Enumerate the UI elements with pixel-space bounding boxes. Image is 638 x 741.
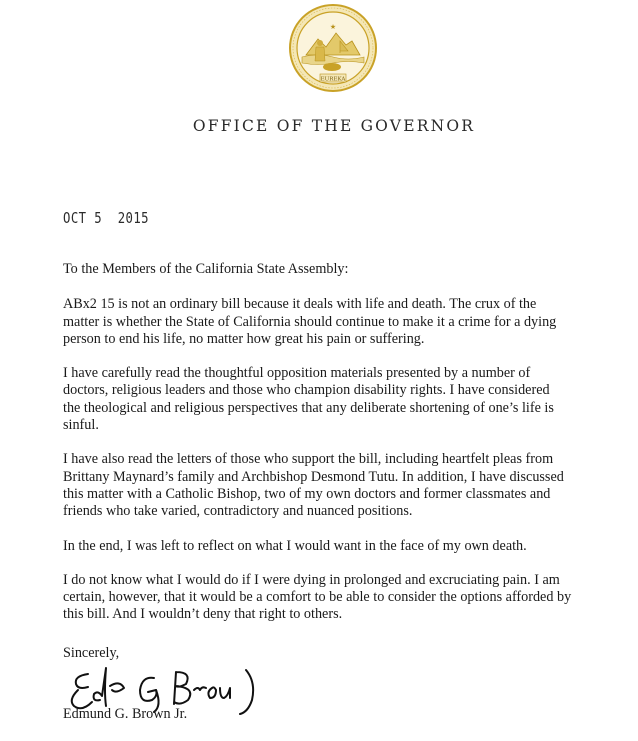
state-seal-icon xyxy=(288,3,378,93)
paragraph-5: I do not know what I would do if I were dying in prolonged and excruciating pain. I am certain, however, that it would be a comfort to be able to consider the options afforded by this bill. And I wouldn’t deny that right to others. xyxy=(63,571,572,623)
date-stamp: OCT 5 2015 xyxy=(63,209,149,227)
paragraph-1: ABx2 15 is not an ordinary bill because it deals with life and death. The crux of the matter is whether the State of California should continue to make it a crime for a dying person to end his life, no matter how great his pain or suffering. xyxy=(63,296,557,347)
salutation: To the Members of the California State Assembly: xyxy=(63,261,349,277)
paragraph-3: I have also read the letters of those who support the bill, including heartfelt pleas from Brittany Maynard’s family and Archbishop Desmond Tutu. In addition, I have discussed this matter with a Catholic Bishop, two of my own doctors and former classmates and friends who take varied, contradictory and nuanced positions. xyxy=(63,451,564,520)
office-title: OFFICE OF THE GOVERNOR xyxy=(192,117,476,135)
closing: Sincerely, xyxy=(63,645,120,661)
paragraph-2: I have carefully read the thoughtful opposition materials presented by a number of doctors, religious leaders and those who champion disability rights. I have considered the theological and religious perspectives that any deliberate shortening of one’s life is sinful. xyxy=(63,365,554,434)
svg-text:★: ★ xyxy=(329,23,337,31)
paragraph-4: In the end, I was left to reflect on what I would want in the face of my own death. xyxy=(63,537,527,554)
seal-motto-text: EUREKA xyxy=(320,76,346,83)
letter-body xyxy=(63,261,623,641)
signer-name: Edmund G. Brown Jr. xyxy=(63,706,188,722)
